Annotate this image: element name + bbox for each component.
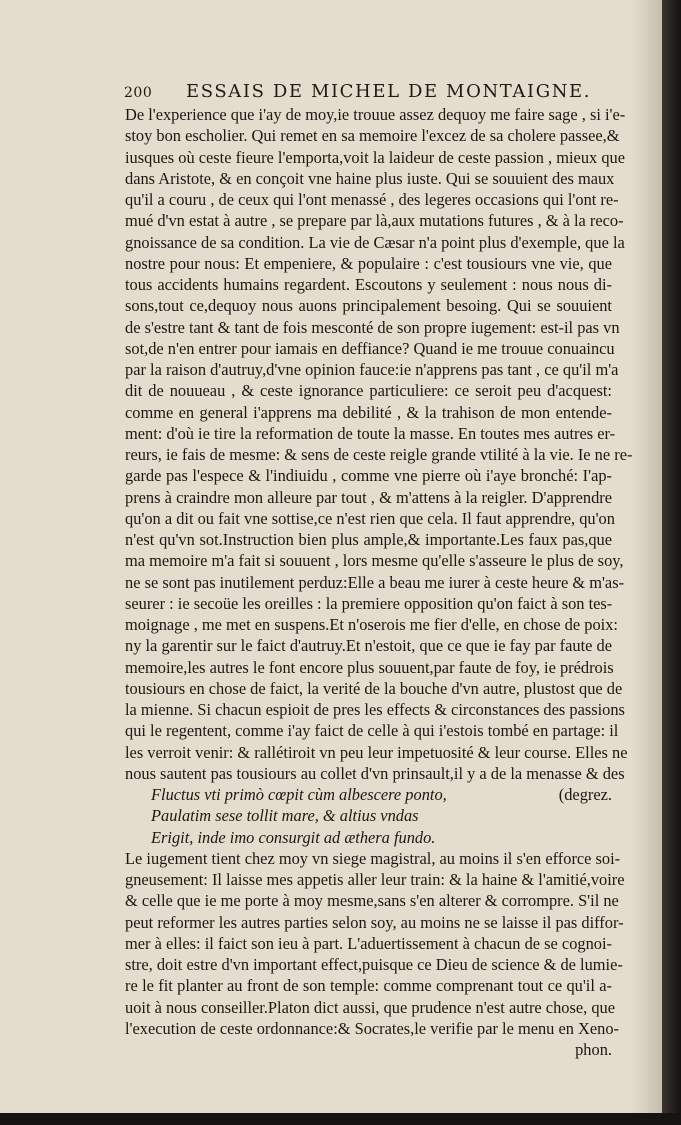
text-line: nous sautent pas tousiours au collet d'vn prinsault,il y a de la menasse & des (125, 763, 625, 783)
text-line: gneusement: Il laisse mes appetis aller leur train: & la haine & l'amitié,voire (125, 870, 625, 889)
text-line: Le iugement tient chez moy vn siege magistral, au moins il s'en efforce soi- (125, 848, 621, 868)
essay-text (125, 104, 633, 1060)
text-line: gnoissance de sa condition. La vie de Cæsar n'a point plus d'exemple, que la (125, 232, 625, 252)
text-line: uoit à nous conseiller.Platon dict aussi, que prudence n'est autre chose, que (125, 997, 615, 1017)
text-line: memoire,les autres le font encore plus souuent,par faute de foy, ie prédrois (125, 657, 614, 677)
page-number: 200 (124, 85, 153, 101)
text-line: qu'il a couru , de ceux qui l'ont menassé , des legeres occasions qui l'ont re- (125, 190, 619, 209)
verse-line (125, 827, 612, 848)
text-line: l'execution de ceste ordonnance:& Socrates,le verifie par le menu en Xeno- (125, 1018, 620, 1038)
turnover-word: (degrez. (558, 785, 612, 804)
text-line: tousiours en chose de faict, la verité de la bouche d'vn autre, plustost que de (125, 678, 623, 698)
latin-verse-quotation (125, 784, 612, 848)
text-line: qu'on a dit ou fait vne sottise,ce n'est rien que cela. Il faut apprendre, qu'on (125, 508, 615, 528)
verse-line (125, 784, 612, 805)
text-line: la mienne. Si chacun espioit de pres les effects & circonstances des passions (125, 700, 625, 719)
verse-text: Erigit, inde imo consurgit ad æthera fundo. (151, 827, 436, 847)
text-line: sot,de n'en entrer pour iamais en deffiance? Quand ie me trouue conuaincu (125, 338, 615, 358)
prose-before-verse (125, 104, 633, 784)
text-line: mué d'vn estat à autre , se prepare par là,aux mutations futures , & à la reco- (125, 211, 624, 231)
text-line: & celle que ie me porte à moy mesme,sans s'en alterer & corrompre. S'il ne (125, 891, 619, 911)
text-line: stre, doit estre d'vn important effect,puisque ce Dieu de science & de lumie- (125, 955, 623, 974)
verse-text: Paulatim sese tollit mare, & altius vndas (151, 806, 419, 826)
text-line: mer à elles: il faict son ieu à part. L'aduertissement à chacun de se cognoi- (125, 933, 612, 953)
running-head (124, 81, 592, 105)
verse-line (125, 805, 612, 826)
text-line: les verroit venir: & rallétiroit vn peu leur impetuosité & leur course. Elles ne (125, 742, 628, 762)
text-line: garde pas l'espece & l'indiuidu , comme vne pierre où i'aye bronché: I'ap- (125, 466, 612, 486)
text-line: dans Aristote, & en conçoit vne haine plus iuste. Qui se souuient des maux (125, 168, 615, 188)
text-line: stoy bon escholier. Qui remet en sa memoire l'excez de sa cholere passee,& (125, 126, 620, 146)
text-line: dit de nouueau , & ceste ignorance particuliere: ce seroit peu d'acquest: (125, 381, 612, 401)
running-title: ESSAIS DE MICHEL DE MONTAIGNE. (186, 81, 592, 102)
book-gutter (662, 0, 681, 1125)
text-line: re le fit planter au front de son temple: comme comprenant tout ce qu'il a- (125, 976, 612, 996)
text-line: reurs, ie fais de mesme: & sens de ceste reigle grande vtilité à la vie. Ie ne re- (125, 445, 633, 464)
text-line: par la raison d'autruy,d'vne opinion fauce:ie n'apprens pas tant , ce qu'il m'a (125, 360, 619, 379)
text-line: ny la garentir sur le faict d'autruy.Et n'estoit, que ce que ie fay par faute de (125, 636, 612, 656)
text-line: ment: d'où ie tire la reformation de toute la masse. En toutes mes autres er- (125, 423, 616, 443)
text-line: comme en general i'apprens ma debilité , & la trahison de mon entende- (125, 402, 612, 422)
scan-bottom-edge (0, 1113, 681, 1125)
text-line: moignage , me met en suspens.Et n'oserois me fier d'elle, en chose de poix: (125, 615, 618, 634)
text-line: ne se sont pas inutilement perduz:Elle a beau me iurer à ceste heure & m'as- (125, 572, 625, 592)
text-line: nostre pour nous: Et empeniere, & populaire : c'est tousiours vne vie, que (125, 253, 612, 273)
text-line: iusques où ceste fieure l'emporta,voit la laideur de ceste passion , mieux que (125, 147, 625, 167)
text-line: tous accidents humains regardent. Escoutons y seulement : nous nous di- (125, 275, 612, 294)
prose-after-verse (125, 848, 625, 1039)
text-line: seurer : ie secoüe les oreilles : la premiere opposition qu'on faict à son tes- (125, 593, 613, 613)
verse-text: Fluctus vti primò cœpit cùm albescere ponto, (151, 785, 447, 804)
text-line: prens à craindre mon alleure par tout , & m'attens à la reigler. D'apprendre (125, 487, 612, 507)
catchword: phon. (575, 1040, 612, 1059)
text-line: ma memoire m'a fait si souuent , lors mesme qu'elle s'asseure le plus de soy, (125, 551, 624, 571)
text-line: de s'estre tant & tant de fois mesconté de son propre iugement: est-il pas vn (125, 317, 620, 337)
text-line: n'est qu'vn sot.Instruction bien plus ample,& importante.Les faux pas,que (125, 530, 612, 549)
page-shadow (632, 0, 662, 1113)
text-line: peut reformer les autres parties selon soy, au moins ne se laisse il pas diffor- (125, 912, 624, 932)
text-line: sons,tout ce,dequoy nous auons principalement besoing. Qui se souuient (125, 296, 612, 316)
text-line: qui le regentent, comme i'ay faict de celle à qui i'estois tombé en partage: il (125, 721, 619, 741)
text-line: De l'experience que i'ay de moy,ie trouue assez dequoy me faire sage , si i'e- (125, 105, 626, 124)
